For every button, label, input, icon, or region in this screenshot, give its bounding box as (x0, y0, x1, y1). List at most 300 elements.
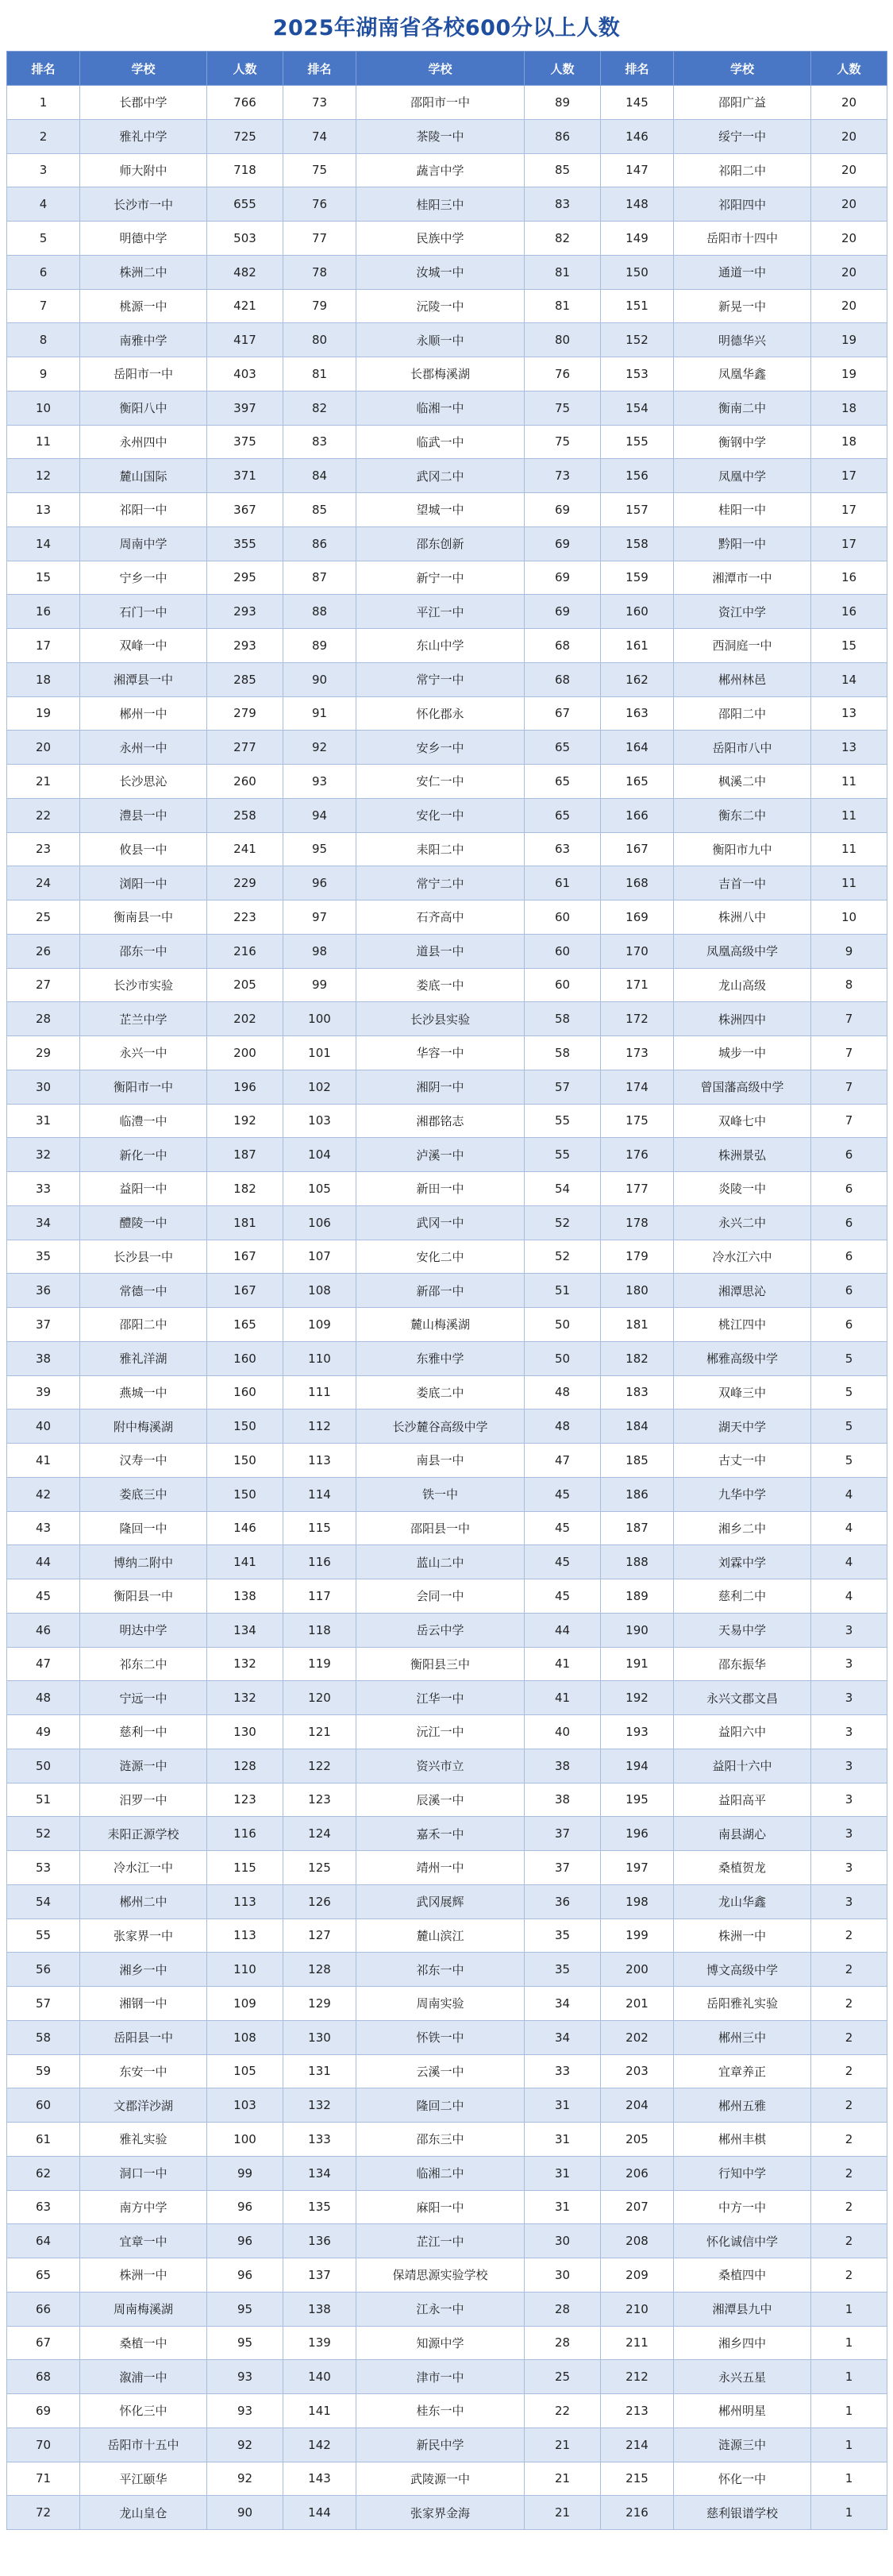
rank-cell: 59 (7, 2054, 80, 2088)
school-cell: 祁阳一中 (80, 493, 207, 527)
school-cell: 炎陵一中 (674, 1172, 811, 1206)
table-row (7, 1070, 887, 1104)
count-cell: 223 (207, 900, 283, 935)
school-cell: 师大附中 (80, 153, 207, 187)
count-cell: 76 (525, 357, 601, 391)
rank-cell: 109 (283, 1308, 356, 1342)
school-cell: 蔬言中学 (356, 153, 525, 187)
rank-cell: 144 (283, 2496, 356, 2530)
rank-cell: 139 (283, 2326, 356, 2360)
count-cell: 6 (811, 1240, 887, 1274)
table-row (7, 696, 887, 731)
count-cell: 99 (207, 2156, 283, 2190)
rank-cell: 192 (601, 1681, 674, 1715)
rank-cell: 181 (601, 1308, 674, 1342)
count-cell: 367 (207, 493, 283, 527)
rank-cell: 208 (601, 2224, 674, 2258)
count-cell: 20 (811, 153, 887, 187)
table-row (7, 1715, 887, 1749)
school-cell: 湘潭县一中 (80, 662, 207, 696)
rank-cell: 46 (7, 1613, 80, 1647)
school-cell: 临湘一中 (356, 391, 525, 425)
count-cell: 13 (811, 731, 887, 765)
count-cell: 50 (525, 1308, 601, 1342)
rank-cell: 17 (7, 629, 80, 663)
rank-cell: 7 (7, 289, 80, 323)
count-cell: 36 (525, 1884, 601, 1919)
school-cell: 湖天中学 (674, 1409, 811, 1444)
count-cell: 45 (525, 1579, 601, 1614)
rank-cell: 30 (7, 1070, 80, 1104)
school-cell: 湘钢一中 (80, 1987, 207, 2021)
rank-cell: 79 (283, 289, 356, 323)
school-cell: 郴州二中 (80, 1884, 207, 1919)
count-cell: 2 (811, 1987, 887, 2021)
school-cell: 九华中学 (674, 1477, 811, 1511)
count-cell: 295 (207, 561, 283, 595)
rank-cell: 206 (601, 2156, 674, 2190)
school-cell: 双峰七中 (674, 1104, 811, 1138)
rank-cell: 76 (283, 187, 356, 222)
table-row (7, 1511, 887, 1545)
rank-cell: 111 (283, 1375, 356, 1409)
school-cell: 邵阳县一中 (356, 1511, 525, 1545)
school-cell: 南方中学 (80, 2190, 207, 2224)
count-cell: 167 (207, 1240, 283, 1274)
school-cell: 岳云中学 (356, 1613, 525, 1647)
count-cell: 277 (207, 731, 283, 765)
school-cell: 汝城一中 (356, 255, 525, 289)
school-cell: 冷水江六中 (674, 1240, 811, 1274)
rank-cell: 91 (283, 696, 356, 731)
count-cell: 40 (525, 1715, 601, 1749)
header-rank: 排名 (601, 52, 674, 86)
count-cell: 52 (525, 1240, 601, 1274)
rank-cell: 190 (601, 1613, 674, 1647)
rank-cell: 149 (601, 222, 674, 256)
table-row (7, 2088, 887, 2123)
school-cell: 明德中学 (80, 222, 207, 256)
school-cell: 怀化一中 (674, 2462, 811, 2496)
table-row (7, 1579, 887, 1614)
rank-cell: 129 (283, 1987, 356, 2021)
school-cell: 长沙县实验 (356, 1002, 525, 1036)
school-cell: 明德华兴 (674, 323, 811, 357)
school-cell: 东安一中 (80, 2054, 207, 2088)
count-cell: 9 (811, 934, 887, 968)
count-cell: 51 (525, 1274, 601, 1308)
school-cell: 刘霖中学 (674, 1545, 811, 1579)
count-cell: 41 (525, 1681, 601, 1715)
count-cell: 279 (207, 696, 283, 731)
school-cell: 周南实验 (356, 1987, 525, 2021)
rank-cell: 211 (601, 2326, 674, 2360)
school-cell: 桂阳三中 (356, 187, 525, 222)
count-cell: 421 (207, 289, 283, 323)
table-row (7, 1783, 887, 1817)
table-row (7, 900, 887, 935)
count-cell: 258 (207, 798, 283, 832)
rank-cell: 86 (283, 526, 356, 561)
rank-cell: 100 (283, 1002, 356, 1036)
count-cell: 150 (207, 1477, 283, 1511)
school-cell: 怀化诚信中学 (674, 2224, 811, 2258)
count-cell: 33 (525, 2054, 601, 2088)
table-row (7, 1036, 887, 1070)
school-cell: 耒阳二中 (356, 832, 525, 866)
rank-cell: 209 (601, 2258, 674, 2293)
rank-cell: 104 (283, 1138, 356, 1172)
school-cell: 宜章一中 (80, 2224, 207, 2258)
school-cell: 文郡洋沙湖 (80, 2088, 207, 2123)
rank-cell: 165 (601, 765, 674, 799)
count-cell: 181 (207, 1205, 283, 1240)
table-row (7, 1953, 887, 1987)
rank-cell: 125 (283, 1851, 356, 1885)
rank-cell: 170 (601, 934, 674, 968)
rank-cell: 42 (7, 1477, 80, 1511)
school-cell: 郴州明星 (674, 2394, 811, 2428)
rank-cell: 115 (283, 1511, 356, 1545)
rank-cell: 92 (283, 731, 356, 765)
school-cell: 南雅中学 (80, 323, 207, 357)
school-cell: 石门一中 (80, 595, 207, 629)
count-cell: 19 (811, 357, 887, 391)
count-cell: 115 (207, 1851, 283, 1885)
school-cell: 平江颐华 (80, 2462, 207, 2496)
school-cell: 长沙县一中 (80, 1240, 207, 1274)
count-cell: 2 (811, 2054, 887, 2088)
school-cell: 怀化三中 (80, 2394, 207, 2428)
rank-cell: 39 (7, 1375, 80, 1409)
count-cell: 141 (207, 1545, 283, 1579)
rank-cell: 82 (283, 391, 356, 425)
school-cell: 衡阳八中 (80, 391, 207, 425)
rank-cell: 204 (601, 2088, 674, 2123)
count-cell: 17 (811, 526, 887, 561)
rank-cell: 27 (7, 968, 80, 1002)
count-cell: 2 (811, 2258, 887, 2293)
count-cell: 69 (525, 595, 601, 629)
rank-cell: 12 (7, 459, 80, 493)
school-cell: 长沙麓谷高级中学 (356, 1409, 525, 1444)
school-cell: 湘乡一中 (80, 1953, 207, 1987)
school-cell: 湘潭县九中 (674, 2292, 811, 2326)
count-cell: 1 (811, 2292, 887, 2326)
count-cell: 21 (525, 2496, 601, 2530)
count-cell: 100 (207, 2123, 283, 2157)
rank-cell: 40 (7, 1409, 80, 1444)
table-row (7, 798, 887, 832)
rank-cell: 23 (7, 832, 80, 866)
rank-cell: 132 (283, 2088, 356, 2123)
rank-cell: 110 (283, 1341, 356, 1375)
rank-cell: 191 (601, 1647, 674, 1681)
count-cell: 128 (207, 1749, 283, 1783)
table-row (7, 1884, 887, 1919)
table-row (7, 1647, 887, 1681)
table-row (7, 2292, 887, 2326)
count-cell: 96 (207, 2258, 283, 2293)
count-cell: 132 (207, 1647, 283, 1681)
school-cell: 益阳一中 (80, 1172, 207, 1206)
rank-cell: 78 (283, 255, 356, 289)
school-cell: 宁远一中 (80, 1681, 207, 1715)
table-row (7, 1681, 887, 1715)
school-cell: 隆回一中 (80, 1511, 207, 1545)
school-cell: 株洲四中 (674, 1002, 811, 1036)
rank-cell: 11 (7, 425, 80, 459)
count-cell: 1 (811, 2326, 887, 2360)
school-cell: 耒阳正源学校 (80, 1817, 207, 1851)
count-cell: 3 (811, 1613, 887, 1647)
school-cell: 新化一中 (80, 1138, 207, 1172)
count-cell: 3 (811, 1715, 887, 1749)
count-cell: 1 (811, 2462, 887, 2496)
rank-cell: 207 (601, 2190, 674, 2224)
school-cell: 明达中学 (80, 1613, 207, 1647)
count-cell: 93 (207, 2360, 283, 2394)
count-cell: 109 (207, 1987, 283, 2021)
rank-cell: 167 (601, 832, 674, 866)
rank-cell: 103 (283, 1104, 356, 1138)
rank-cell: 90 (283, 662, 356, 696)
school-cell: 邵东振华 (674, 1647, 811, 1681)
rank-cell: 94 (283, 798, 356, 832)
count-cell: 2 (811, 2088, 887, 2123)
rank-cell: 120 (283, 1681, 356, 1715)
school-cell: 古丈一中 (674, 1444, 811, 1478)
school-cell: 雅礼实验 (80, 2123, 207, 2157)
count-cell: 293 (207, 629, 283, 663)
count-cell: 5 (811, 1444, 887, 1478)
rank-cell: 186 (601, 1477, 674, 1511)
rank-cell: 106 (283, 1205, 356, 1240)
school-cell: 博文高级中学 (674, 1953, 811, 1987)
count-cell: 58 (525, 1036, 601, 1070)
header-school: 学校 (80, 52, 207, 86)
count-cell: 54 (525, 1172, 601, 1206)
rank-cell: 136 (283, 2224, 356, 2258)
rank-cell: 89 (283, 629, 356, 663)
school-cell: 南县一中 (356, 1444, 525, 1478)
count-cell: 187 (207, 1138, 283, 1172)
rank-cell: 71 (7, 2462, 80, 2496)
count-cell: 60 (525, 934, 601, 968)
rank-cell: 55 (7, 1919, 80, 1953)
school-cell: 邵东创新 (356, 526, 525, 561)
rank-cell: 135 (283, 2190, 356, 2224)
count-cell: 3 (811, 1884, 887, 1919)
school-cell: 常德一中 (80, 1274, 207, 1308)
count-cell: 75 (525, 425, 601, 459)
table-row (7, 2394, 887, 2428)
count-cell: 83 (525, 187, 601, 222)
count-cell: 3 (811, 1851, 887, 1885)
table-row (7, 187, 887, 222)
rank-cell: 8 (7, 323, 80, 357)
count-cell: 92 (207, 2462, 283, 2496)
count-cell: 285 (207, 662, 283, 696)
count-cell: 34 (525, 2020, 601, 2054)
count-cell: 113 (207, 1884, 283, 1919)
school-cell: 资兴市立 (356, 1749, 525, 1783)
table-row (7, 1375, 887, 1409)
count-cell: 65 (525, 731, 601, 765)
rank-cell: 15 (7, 561, 80, 595)
school-cell: 长沙市实验 (80, 968, 207, 1002)
count-cell: 397 (207, 391, 283, 425)
count-cell: 96 (207, 2190, 283, 2224)
school-cell: 枫溪二中 (674, 765, 811, 799)
school-cell: 衡钢中学 (674, 425, 811, 459)
table-row (7, 629, 887, 663)
table-row (7, 2020, 887, 2054)
table-row (7, 1919, 887, 1953)
rank-cell: 179 (601, 1240, 674, 1274)
count-cell: 3 (811, 1783, 887, 1817)
school-cell: 岳阳雅礼实验 (674, 1987, 811, 2021)
school-cell: 黔阳一中 (674, 526, 811, 561)
table-body (7, 86, 887, 2530)
rank-cell: 117 (283, 1579, 356, 1614)
table-row (7, 2326, 887, 2360)
count-cell: 182 (207, 1172, 283, 1206)
school-cell: 安化二中 (356, 1240, 525, 1274)
count-cell: 19 (811, 323, 887, 357)
rank-cell: 118 (283, 1613, 356, 1647)
school-cell: 长郡梅溪湖 (356, 357, 525, 391)
rank-cell: 160 (601, 595, 674, 629)
count-cell: 146 (207, 1511, 283, 1545)
school-cell: 益阳十六中 (674, 1749, 811, 1783)
rank-cell: 58 (7, 2020, 80, 2054)
table-row (7, 1477, 887, 1511)
count-cell: 30 (525, 2258, 601, 2293)
rank-cell: 128 (283, 1953, 356, 1987)
rank-cell: 37 (7, 1308, 80, 1342)
rank-cell: 13 (7, 493, 80, 527)
school-cell: 雅礼洋湖 (80, 1341, 207, 1375)
count-cell: 21 (525, 2462, 601, 2496)
rank-cell: 105 (283, 1172, 356, 1206)
school-cell: 武冈一中 (356, 1205, 525, 1240)
rank-cell: 69 (7, 2394, 80, 2428)
count-cell: 81 (525, 255, 601, 289)
rank-cell: 29 (7, 1036, 80, 1070)
rank-cell: 142 (283, 2428, 356, 2462)
table-row (7, 731, 887, 765)
ranking-table (6, 51, 887, 2530)
school-cell: 周南梅溪湖 (80, 2292, 207, 2326)
table-row (7, 561, 887, 595)
rank-cell: 34 (7, 1205, 80, 1240)
rank-cell: 176 (601, 1138, 674, 1172)
table-row (7, 1409, 887, 1444)
school-cell: 新民中学 (356, 2428, 525, 2462)
school-cell: 娄底二中 (356, 1375, 525, 1409)
school-cell: 绥宁一中 (674, 119, 811, 153)
school-cell: 南县湖心 (674, 1817, 811, 1851)
table-row (7, 2190, 887, 2224)
rank-cell: 26 (7, 934, 80, 968)
count-cell: 725 (207, 119, 283, 153)
count-cell: 47 (525, 1444, 601, 1478)
school-cell: 郴州五雅 (674, 2088, 811, 2123)
table-row (7, 255, 887, 289)
count-cell: 50 (525, 1341, 601, 1375)
count-cell: 1 (811, 2428, 887, 2462)
rank-cell: 134 (283, 2156, 356, 2190)
school-cell: 附中梅溪湖 (80, 1409, 207, 1444)
school-cell: 衡南县一中 (80, 900, 207, 935)
count-cell: 6 (811, 1308, 887, 1342)
rank-cell: 50 (7, 1749, 80, 1783)
count-cell: 37 (525, 1817, 601, 1851)
school-cell: 湘乡四中 (674, 2326, 811, 2360)
school-cell: 怀铁一中 (356, 2020, 525, 2054)
count-cell: 45 (525, 1545, 601, 1579)
count-cell: 7 (811, 1070, 887, 1104)
school-cell: 常宁二中 (356, 866, 525, 900)
rank-cell: 175 (601, 1104, 674, 1138)
rank-cell: 95 (283, 832, 356, 866)
rank-cell: 180 (601, 1274, 674, 1308)
school-cell: 新田一中 (356, 1172, 525, 1206)
rank-cell: 188 (601, 1545, 674, 1579)
school-cell: 凤凰高级中学 (674, 934, 811, 968)
count-cell: 105 (207, 2054, 283, 2088)
school-cell: 资江中学 (674, 595, 811, 629)
rank-cell: 157 (601, 493, 674, 527)
school-cell: 衡南二中 (674, 391, 811, 425)
school-cell: 武冈展辉 (356, 1884, 525, 1919)
rank-cell: 194 (601, 1749, 674, 1783)
rank-cell: 6 (7, 255, 80, 289)
table-row (7, 153, 887, 187)
count-cell: 89 (525, 86, 601, 120)
count-cell: 81 (525, 289, 601, 323)
rank-cell: 5 (7, 222, 80, 256)
rank-cell: 145 (601, 86, 674, 120)
table-row (7, 493, 887, 527)
school-cell: 衡阳县三中 (356, 1647, 525, 1681)
count-cell: 165 (207, 1308, 283, 1342)
rank-cell: 101 (283, 1036, 356, 1070)
table-row (7, 832, 887, 866)
count-cell: 11 (811, 866, 887, 900)
rank-cell: 1 (7, 86, 80, 120)
school-cell: 桑植贺龙 (674, 1851, 811, 1885)
school-cell: 慈利银谱学校 (674, 2496, 811, 2530)
school-cell: 株洲景弘 (674, 1138, 811, 1172)
table-row (7, 1545, 887, 1579)
school-cell: 湘潭思沁 (674, 1274, 811, 1308)
rank-cell: 195 (601, 1783, 674, 1817)
rank-cell: 177 (601, 1172, 674, 1206)
table-row (7, 1205, 887, 1240)
rank-cell: 155 (601, 425, 674, 459)
rank-cell: 98 (283, 934, 356, 968)
school-cell: 长郡中学 (80, 86, 207, 120)
count-cell: 4 (811, 1477, 887, 1511)
count-cell: 38 (525, 1749, 601, 1783)
school-cell: 江华一中 (356, 1681, 525, 1715)
count-cell: 2 (811, 1919, 887, 1953)
table-row (7, 1002, 887, 1036)
count-cell: 73 (525, 459, 601, 493)
school-cell: 吉首一中 (674, 866, 811, 900)
